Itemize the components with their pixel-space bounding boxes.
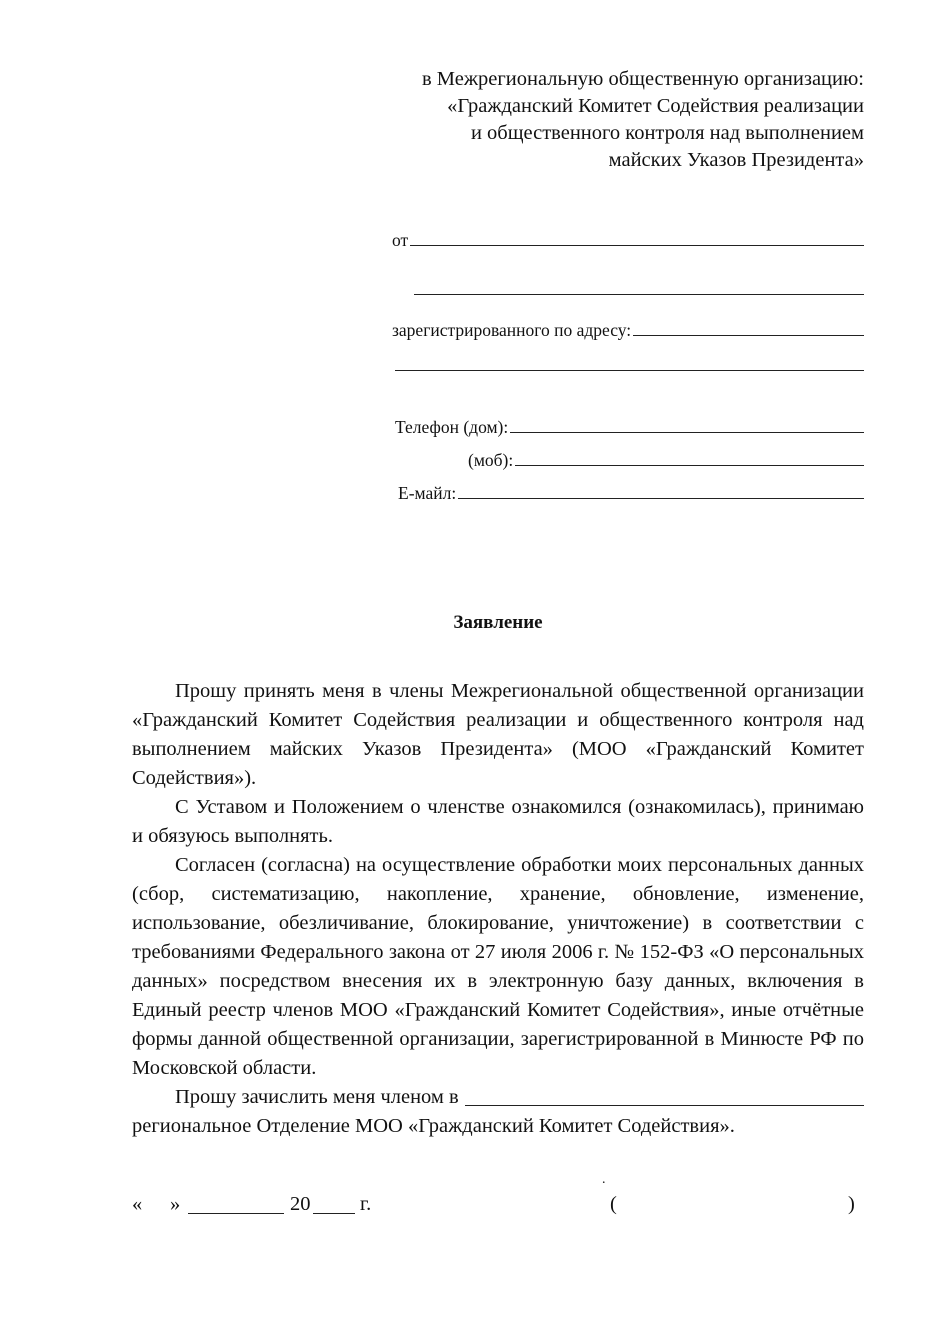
- document-title: Заявление: [453, 612, 543, 633]
- from-label: от: [392, 230, 409, 250]
- from-blank-line-2[interactable]: [414, 294, 864, 295]
- phone-home-blank-line[interactable]: [510, 432, 864, 433]
- addressee-line-1: в Межрегиональную общественную организацию:: [421, 68, 864, 90]
- from-field[interactable]: [392, 226, 864, 250]
- region-blank-line[interactable]: [465, 1105, 864, 1106]
- addressee-line-4: майских Указов Президента»: [608, 149, 864, 171]
- addressee-block: [380, 66, 864, 174]
- date-signature-row: [132, 1193, 864, 1221]
- paragraph-data-consent: Согласен (согласна) на осуществление обработки моих персональных данных (сбор, систематизацию, накопление, хранение, обновление, изменение, использование, обезличивание, блокирование, уничтожение) в соответствии с требованиями Федерального закона от 27 июля 2006 г. № 152-ФЗ «О персональных данных» посредством внесения их в электронную базу данных, включения в Единый реестр членов МОО «Гражданский Комитет Содействия», иные отчётные формы данной общественной организации, зарегистрированной в Минюсте РФ по Московской области.: [132, 854, 864, 1079]
- paragraph-membership-request: Прошу принять меня в члены Межрегиональной общественной организации «Гражданский Комитет Содействия реализации и общественного контроля над выполнением майских Указов Президента» (МОО «Гражданский Комитет Содействия»).: [132, 680, 864, 789]
- email-field[interactable]: [398, 479, 864, 503]
- addressee-line-3: и общественного контроля над выполнением: [470, 122, 864, 144]
- phone-mob-blank-line[interactable]: [515, 465, 864, 466]
- email-label: Е-майл:: [398, 483, 457, 503]
- paragraph-charter-acknowledgement: С Уставом и Положением о членстве ознакомился (ознакомилась), принимаю и обязуюсь выполнять.: [132, 796, 864, 847]
- address-label: зарегистрированного по адресу:: [392, 320, 632, 340]
- address-field[interactable]: [392, 316, 864, 340]
- phone-home-label: Телефон (дом):: [395, 417, 509, 437]
- email-blank-line[interactable]: [458, 498, 864, 499]
- signature-paren-close: ): [848, 1193, 855, 1215]
- enrollment-text-start: Прошу зачислить меня членом в: [175, 1086, 459, 1108]
- date-quote-close: »: [170, 1193, 181, 1215]
- address-blank-line-2[interactable]: [395, 370, 864, 371]
- date-quote-open: «: [132, 1193, 143, 1215]
- address-blank-line[interactable]: [633, 335, 864, 336]
- phone-mob-label: (моб):: [468, 450, 514, 470]
- signature-paren-open: (: [610, 1193, 617, 1215]
- date-year-prefix: 20: [290, 1193, 311, 1215]
- date-year-suffix: г.: [360, 1193, 372, 1215]
- enrollment-line: [132, 1083, 864, 1112]
- statement-body: [132, 677, 864, 1141]
- enrollment-text-end: региональное Отделение МОО «Гражданский Комитет Содействия».: [132, 1115, 735, 1137]
- signature-dot: .: [602, 1172, 606, 1187]
- from-blank-line[interactable]: [410, 245, 864, 246]
- phone-mob-field[interactable]: [468, 446, 864, 470]
- phone-home-field[interactable]: [395, 413, 864, 437]
- addressee-line-2: «Гражданский Комитет Содействия реализации: [447, 95, 864, 117]
